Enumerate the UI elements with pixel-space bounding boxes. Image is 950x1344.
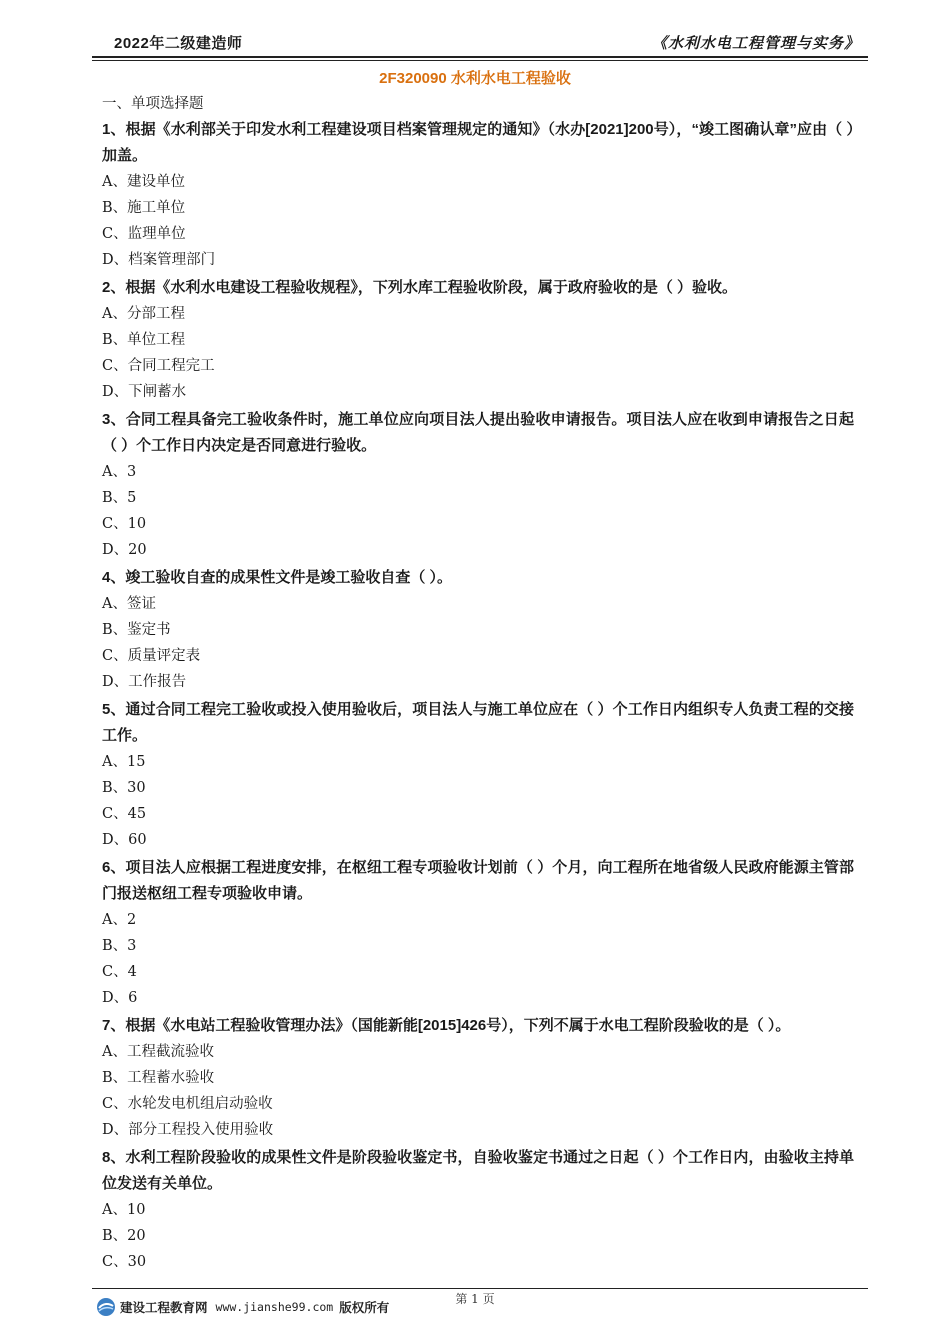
question-text: 2、根据《水利水电建设工程验收规程》，下列水库工程验收阶段，属于政府验收的是（ ）验收。 <box>102 279 738 296</box>
question-text: 5、通过合同工程完工验收或投入使用验收后，项目法人与施工单位应在（ ）个工作日内组织专人负责工程的交接工作。 <box>102 701 854 744</box>
option-b: B、鉴定书 <box>102 622 171 638</box>
option-b: B、20 <box>102 1228 146 1244</box>
option-d: D、6 <box>102 990 138 1006</box>
question-text: 1、根据《水利部关于印发水利工程建设项目档案管理规定的通知》（水办[2021]200号），“竣工图确认章”应由（ ）加盖。 <box>102 121 854 164</box>
option-c: C、4 <box>102 964 137 980</box>
option-d: D、下闸蓄水 <box>102 384 187 400</box>
option-c: C、监理单位 <box>102 226 186 242</box>
option-b: B、施工单位 <box>102 200 186 216</box>
question-6 <box>102 855 854 1011</box>
option-c: C、10 <box>102 516 147 532</box>
question-text: 3、合同工程具备完工验收条件时，施工单位应向项目法人提出验收申请报告。项目法人应在收到申请报告之日起（ ）个工作日内决定是否同意进行验收。 <box>102 411 854 454</box>
question-2 <box>102 275 854 405</box>
option-d: D、工作报告 <box>102 674 187 690</box>
option-a: A、10 <box>102 1202 146 1218</box>
page-header <box>92 30 868 58</box>
option-c: C、质量评定表 <box>102 648 201 664</box>
question-text: 7、根据《水电站工程验收管理办法》（国能新能[2015]426号），下列不属于水电工程阶段验收的是（ ）。 <box>102 1017 791 1034</box>
option-b: B、单位工程 <box>102 332 186 348</box>
question-8 <box>102 1145 854 1275</box>
header-divider <box>92 60 868 61</box>
option-d: D、60 <box>102 832 147 848</box>
option-a: A、工程截流验收 <box>102 1044 214 1060</box>
option-a: A、15 <box>102 754 146 770</box>
question-text: 6、项目法人应根据工程进度安排，在枢纽工程专项验收计划前（ ）个月，向工程所在地省级人民政府能源主管部门报送枢纽工程专项验收申请。 <box>102 859 854 902</box>
option-b: B、3 <box>102 938 137 954</box>
book-title: 《水利水电工程管理与实务》 <box>651 35 860 52</box>
question-4 <box>102 565 854 695</box>
option-a: A、分部工程 <box>102 306 185 322</box>
exam-year-title: 2022年二级建造师 <box>114 35 243 52</box>
option-d: D、档案管理部门 <box>102 252 216 268</box>
option-a: A、3 <box>102 464 137 480</box>
option-b: B、30 <box>102 780 146 796</box>
option-a: A、建设单位 <box>102 174 185 190</box>
question-list <box>102 93 854 1275</box>
copyright-text: 版权所有 <box>339 1301 390 1315</box>
section-title: 2F320090 水利水电工程验收 <box>379 70 571 87</box>
page-number: 第 1 页 <box>455 1292 495 1306</box>
option-c: C、合同工程完工 <box>102 358 215 374</box>
option-d: D、部分工程投入使用验收 <box>102 1122 274 1138</box>
option-a: A、2 <box>102 912 137 928</box>
site-link[interactable]: www.jianshe99.com <box>215 1300 334 1314</box>
question-text: 8、水利工程阶段验收的成果性文件是阶段验收鉴定书，自验收鉴定书通过之日起（ ）个工作日内，由验收主持单位发送有关单位。 <box>102 1149 854 1192</box>
footer-brand <box>96 1296 389 1318</box>
option-d: D、20 <box>102 542 147 558</box>
option-c: C、45 <box>102 806 147 822</box>
option-a: A、签证 <box>102 596 156 612</box>
footer-divider <box>92 1288 868 1289</box>
option-c: C、30 <box>102 1254 147 1270</box>
question-5 <box>102 697 854 853</box>
option-b: B、5 <box>102 490 137 506</box>
option-b: B、工程蓄水验收 <box>102 1070 215 1086</box>
option-c: C、水轮发电机组启动验收 <box>102 1096 273 1112</box>
section-heading: 一、单项选择题 <box>102 96 204 112</box>
brand-name: 建设工程教育网 <box>120 1301 208 1315</box>
question-text: 4、竣工验收自查的成果性文件是竣工验收自查（ ）。 <box>102 569 453 586</box>
question-3 <box>102 407 854 563</box>
question-7 <box>102 1013 854 1143</box>
question-1 <box>102 117 854 273</box>
brand-logo-icon <box>96 1297 116 1317</box>
